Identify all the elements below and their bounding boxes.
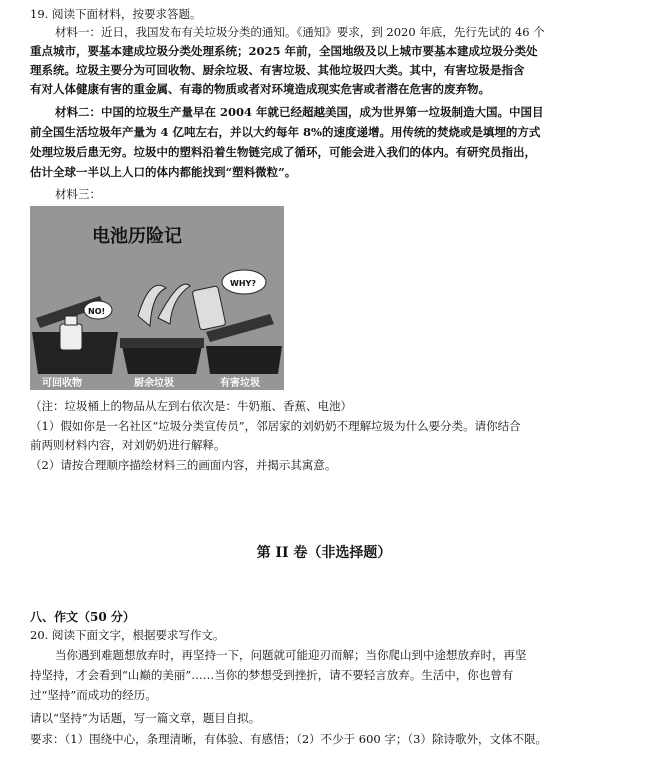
writing-requirements: 要求：（1）围绕中心，条理清晰，有体验、有感悟；（2）不少于 600 字；（3）除诗歌外，文体不限。 xyxy=(30,732,547,746)
material-1-line: 材料一：近日，我国发布有关垃圾分类的通知。《通知》要求，到 2020 年底，先行先试的 46 个 xyxy=(55,25,545,39)
q19-stem: 19. 阅读下面材料，按要求答题。 xyxy=(30,7,202,21)
material-2-line: 估计全球一半以上人口的体内都能找到“塑料微粒”。 xyxy=(30,165,297,179)
task-1-line: （1）假如你是一名社区“垃圾分类宣传员”，邻居家的刘奶奶不理解垃圾为什么要分类。请你结合 xyxy=(30,419,521,433)
material-1-line: 重点城市，要基本建成垃圾分类处理系统；2025 年前，全国地级及以上城市要基本建成垃圾分类处 xyxy=(30,44,538,58)
passage-line: 过“坚持”而成功的经历。 xyxy=(30,688,157,702)
battery-adventure-comic xyxy=(30,206,284,390)
speech-bubble-left xyxy=(84,301,112,319)
material-1-line: 理系统。垃圾主要分为可回收物、厨余垃圾、有害垃圾、其他垃圾四大类。其中，有害垃圾是指含 xyxy=(30,63,525,77)
part-8-heading: 八、作文（50 分） xyxy=(30,610,135,624)
material-2-line: 前全国生活垃圾年产量为 4 亿吨左右，并以大约每年 8%的速度递增。用传统的焚烧或是填埋的方式 xyxy=(30,125,541,139)
task-2: （2）请按合理顺序描绘材料三的画面内容，并揭示其寓意。 xyxy=(30,458,337,472)
material-1-line: 有对人体健康有害的重金属、有毒的物质或者对环境造成现实危害或者潜在危害的废弃物。 xyxy=(30,82,490,96)
kitchen-waste-bin xyxy=(120,338,204,374)
bin-label-kitchen: 厨余垃圾 xyxy=(134,378,174,389)
bin-label-recyclable: 可回收物 xyxy=(42,378,82,389)
material-2-line: 处理垃圾后患无穷。垃圾中的塑料沿着生物链完成了循环，可能会进入我们的体内。有研究员指出， xyxy=(30,145,536,159)
writing-prompt: 请以“坚持”为话题，写一篇文章，题目自拟。 xyxy=(30,711,261,725)
passage-line: 持坚持，才会看到“山巅的美丽”……当你的梦想受到挫折，请不要轻言放弃。生活中，你也曾有 xyxy=(30,668,514,682)
svg-text:NO!: NO! xyxy=(88,307,106,316)
q20-stem: 20. 阅读下面文字，根据要求写作文。 xyxy=(30,628,225,642)
section-title: 第 II 卷（非选择题） xyxy=(256,545,392,561)
bin-label-hazardous: 有害垃圾 xyxy=(220,378,260,389)
speech-bubble-right xyxy=(222,270,266,294)
material-2-line: 材料二：中国的垃圾生产量早在 2004 年就已经超越美国，成为世界第一垃圾制造大国。中国目 xyxy=(55,105,544,119)
comic-title: 电池历险记 xyxy=(92,226,182,247)
passage-line: 当你遇到难题想放弃时，再坚持一下，问题就可能迎刃而解；当你爬山到中途想放弃时，再坚 xyxy=(55,648,527,662)
comic-note: （注：垃圾桶上的物品从左到右依次是：牛奶瓶、香蕉、电池） xyxy=(30,399,352,413)
svg-text:WHY?: WHY? xyxy=(230,279,256,288)
material-3-label: 材料三： xyxy=(55,187,101,201)
task-1-line: 前两则材料内容，对刘奶奶进行解释。 xyxy=(30,438,226,452)
